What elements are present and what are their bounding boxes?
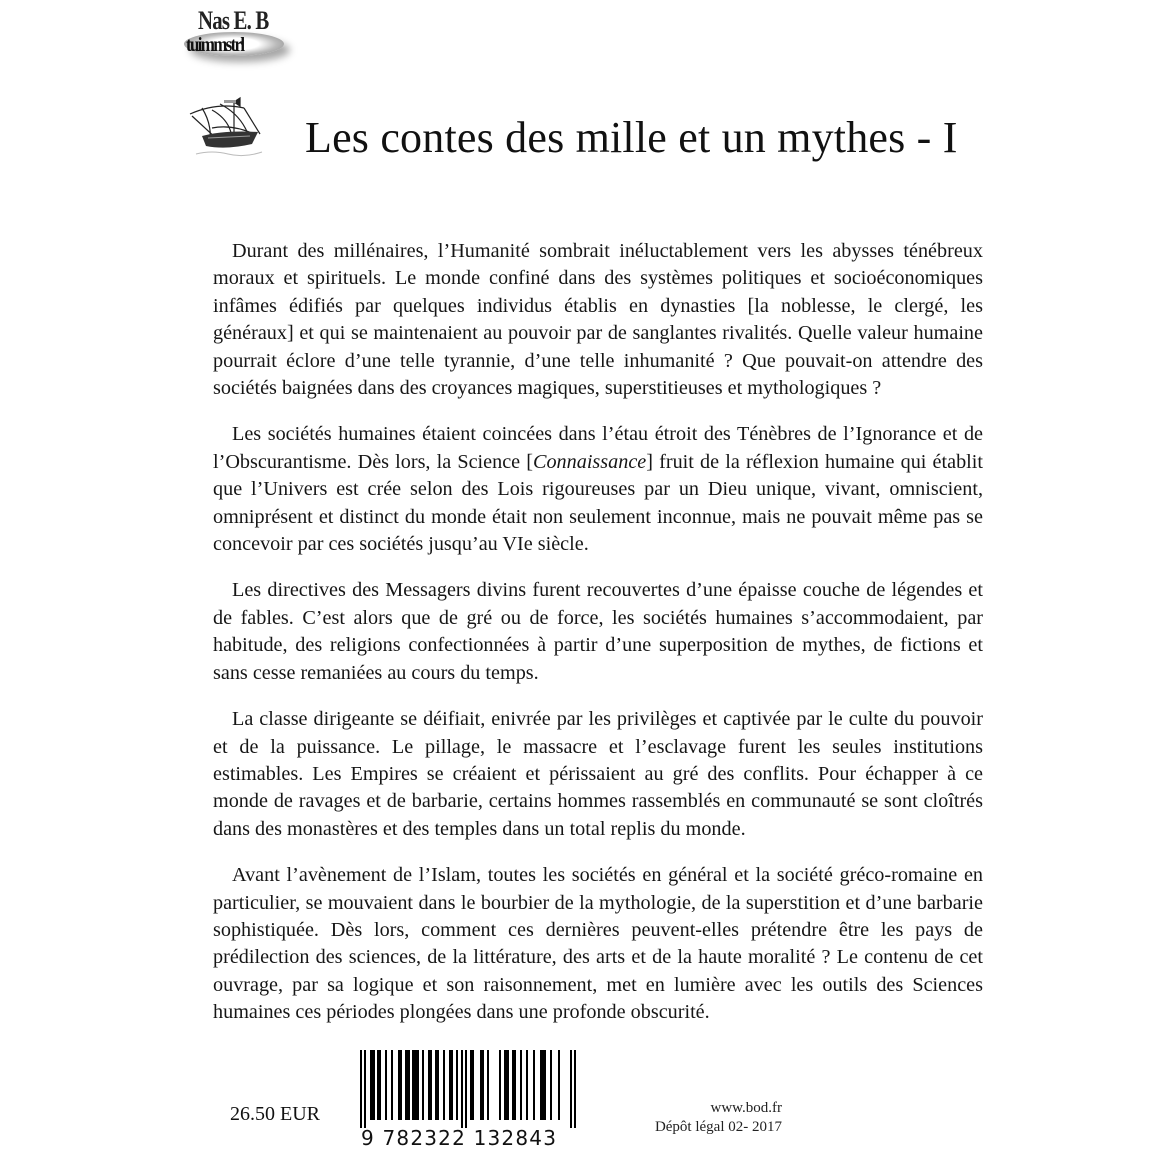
- paragraph-5: Avant l’avènement de l’Islam, toutes les sociétés en général et la société gréco-romaine en particulier, se mouvaient dans le bourbier de la mythologie, de la superstition et d’une barbarie sophistiquée. Dès lors, comment ces dernières peuvent-elles prétendre être les pays de prédilection des sciences, de la littérature, des arts et de la haute moralité ? Le contenu de cet ouvrage, par sa logique et son raisonnement, met en lumière avec les outils des Sciences humaines ces périodes plongées dans une profonde obscurité.: [213, 864, 983, 1024]
- paragraph-2: [213, 421, 983, 558]
- isbn-barcode: [360, 1050, 590, 1128]
- sailing-ship-icon: [182, 94, 272, 160]
- paragraph-4: La classe dirigeante se déifiait, enivrée par les privilèges et captivée par le culte du pouvoir et de la puissance. Le pillage, le massacre et l’esclavage furent les seules institutions estimables. Les Empires se créaient et périssaient au gré des conflits. Pour échapper à ce monde de ravages et de barbarie, certains hommes rassemblés en communauté se sont cloîtrés dans des monastères et des temples dans un total replis du monde.: [213, 708, 983, 840]
- paragraph-2-start: Les sociétés humaines étaient coincées dans l’étau étroit des Ténèbres de l’Ignorance et de l’Obscurantisme. Dès lors, la Science [: [213, 423, 983, 473]
- paragraph-2-end: ] fruit de la réflexion humaine qui établit que l’Univers est crée selon des Lois rigoureuses par un Dieu unique, vivant, omniscient, omniprésent et distinct du monde était non seulement inconnue, mais ne pouvait même pas se concevoir par ces sociétés jusqu’au VIe siècle.: [213, 450, 983, 556]
- isbn-digits: 9 782322 132843: [361, 1126, 558, 1150]
- back-cover-blurb: [213, 238, 983, 1046]
- paragraph-2-italic: Connaissance: [532, 450, 647, 473]
- legal-deposit: Dépôt légal 02- 2017: [654, 1119, 782, 1135]
- publisher-website: www.bod.fr: [710, 1100, 782, 1116]
- logo-subtitle: tuimmstrl: [186, 34, 244, 56]
- paragraph-3: Les directives des Messagers divins furent recouvertes d’une épaisse couche de légendes et de fables. C’est alors que de gré ou de force, les sociétés humaines s’accommodaient, par habitude, des religions confectionnées à partir d’une superposition de mythes, de fictions et sans cesse remaniées au cours du temps.: [213, 579, 983, 684]
- imprint-block: [600, 1099, 782, 1137]
- logo-name: Nas E. B: [198, 6, 269, 35]
- price-label: 26.50 EUR: [230, 1103, 320, 1125]
- book-title: Les contes des mille et un mythes - I: [305, 113, 958, 162]
- paragraph-1: Durant des millénaires, l’Humanité sombrait inéluctablement vers les abysses ténébreux moraux et spirituels. Le monde confiné dans des systèmes politiques et socioéconomiques infâmes édifiés par quelques individus établis en dynasties [la noblesse, le clergé, les généraux] et qui se maintenaient au pouvoir par de sanglantes rivalités. Quelle valeur humaine pourrait éclore d’une telle tyrannie, d’une telle inhumanité ? Que pouvait-on attendre des sociétés baignées dans des croyances magiques, superstitieuses et mythologiques ?: [213, 240, 983, 400]
- publisher-logo: [178, 4, 288, 62]
